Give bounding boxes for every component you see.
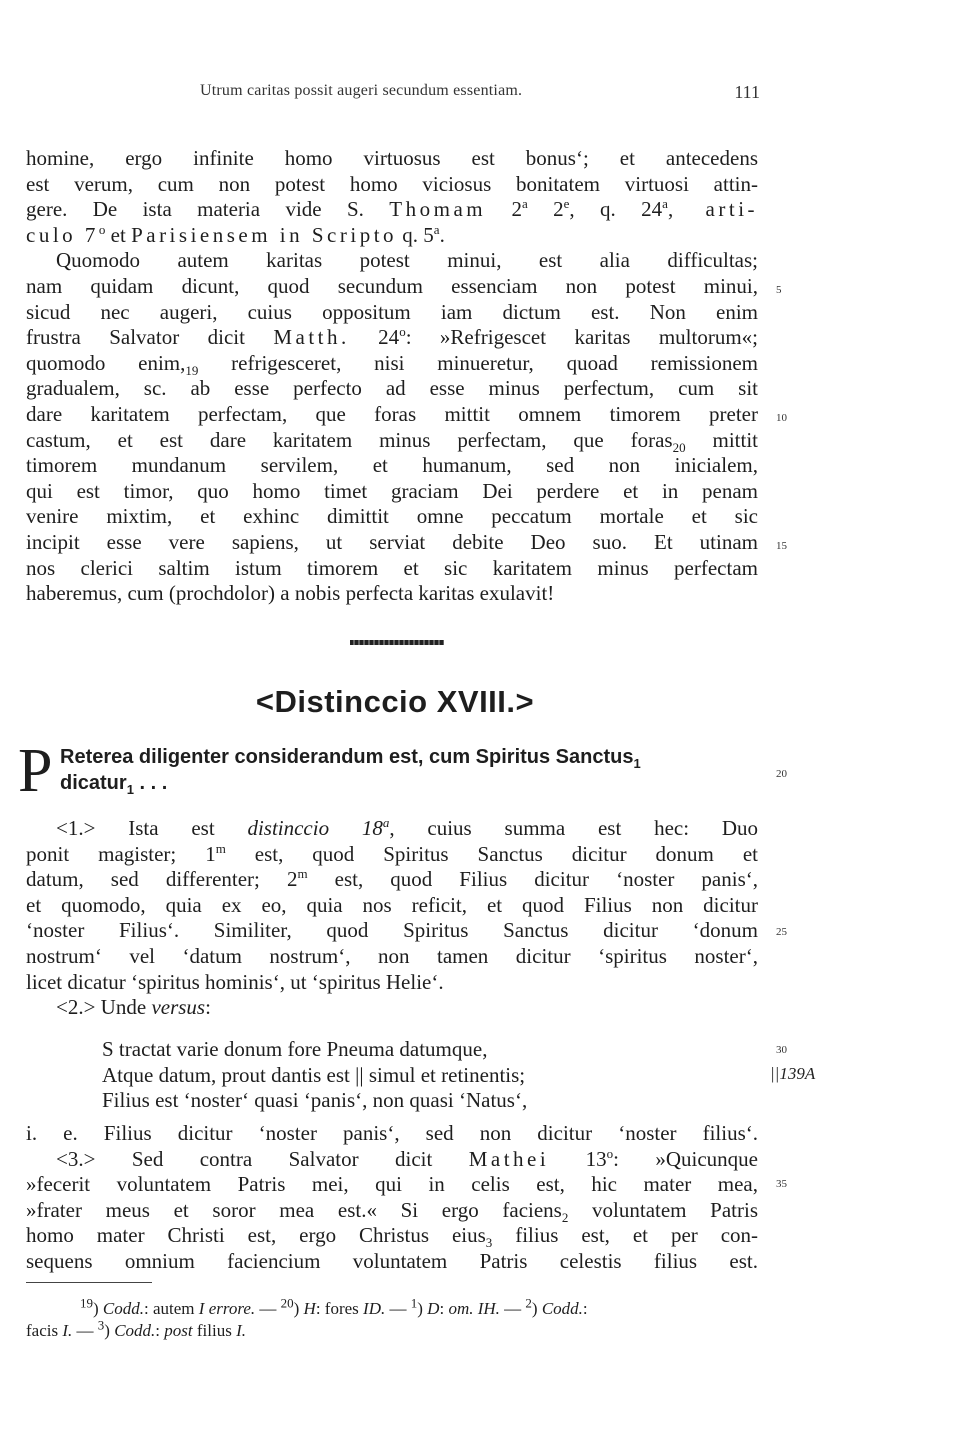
text-line: nam quidam dicunt, quod secundum essenciam non potest minui, bbox=[26, 273, 758, 298]
text-line: incipit esse vere sapiens, ut serviat debite Deo suo. Et utinam bbox=[26, 529, 758, 554]
footnotes bbox=[26, 1295, 758, 1342]
upper-text-block bbox=[26, 146, 758, 607]
text-line: nos clerici saltim istum timorem et sic karitatem minus perfectam bbox=[26, 555, 758, 580]
text-line: licet dicatur ‘spiritus hominis‘, ut ‘spiritus Helie‘. bbox=[26, 969, 444, 994]
spaced-source: Parisiensem in Scripto bbox=[131, 222, 398, 247]
text-line: »fecerit voluntatem Patris mei, qui in celis est, hic mater mea, bbox=[26, 1172, 758, 1197]
text-line: castum, et est dare karitatem minus perfectam, que foras$_{20}$ mittit bbox=[26, 427, 758, 455]
text-line: ‘noster Filius‘. Similiter, quod Spiritus Sanctus dicitur ‘donum bbox=[26, 918, 758, 943]
text-line: venire mixtim, et exhinc dimittit omne peccatum mortale et sic bbox=[26, 504, 758, 529]
line-number: 10 bbox=[776, 412, 787, 424]
lemma-line: Reterea diligenter considerandum est, cum Spiritus Sanctus$_1$ bbox=[60, 746, 641, 771]
distinction-title: <Distinccio XVIII.> bbox=[255, 684, 535, 719]
text-line: homine, ergo infinite homo virtuosus est bonus‘; et antecedens bbox=[26, 146, 758, 170]
text-line: et quomodo, quia ex eo, quia nos reficit, et quod Filius non dicitur bbox=[26, 892, 758, 917]
line-number: 20 bbox=[776, 768, 787, 780]
text-line: qui est timor, quo homo timet graciam Dei perdere et in penam bbox=[26, 478, 758, 503]
text-line: sicud nec augeri, cuius oppositum iam dictum est. Non enim bbox=[26, 299, 758, 324]
text-line: <2.> Unde versus: bbox=[56, 995, 211, 1020]
line-number: 5 bbox=[776, 284, 782, 296]
footnote-ref: 19 bbox=[185, 362, 199, 378]
footnote-ref: 2 bbox=[561, 1209, 569, 1225]
text-line: homo mater Christi est, ergo Christus eius$_3$ filius est, et per con- bbox=[26, 1223, 759, 1251]
verse-line: Atque datum, prout dantis est || simul et retinentis; bbox=[102, 1062, 526, 1087]
text-line: culo 7$^o$ et Parisiensem in Scripto q. 5$^a$. bbox=[26, 221, 445, 247]
line-number: 15 bbox=[776, 540, 787, 552]
text-line: i. e. Filius dicitur ‘noster panis‘, sed non dicitur ‘noster filius‘. bbox=[26, 1121, 758, 1145]
text-line: Quomodo autem karitas potest minui, est alia difficultas; bbox=[56, 248, 758, 273]
footnote-line: $^{19}$) Codd.: autem I errore. — $^{20}$) H: fores ID. — $^1$) D: om. IH. — $^2$) Codd.: bbox=[80, 1295, 588, 1318]
text-line: sequens omnium faciencium voluntatem Patris celestis filius est. bbox=[26, 1248, 758, 1273]
footnote-line: facis I. — $^3$) Codd.: post filius I. bbox=[26, 1317, 246, 1340]
verse-line: S tractat varie donum fore Pneuma datumque, bbox=[102, 1037, 488, 1061]
text-line: »frater meus et soror mea est.« Si ergo faciens$_2$ voluntatem Patris bbox=[26, 1197, 758, 1225]
text-line: nostrum‘ vel ‘datum nostrum‘, non tamen dicitur ‘spiritus noster‘, bbox=[26, 943, 758, 968]
spaced-citation: Matth. bbox=[273, 325, 350, 350]
text-line: est verum, cum non potest homo viciosus bonitatem virtuosi attin- bbox=[26, 171, 758, 196]
footnote-rule bbox=[26, 1282, 152, 1283]
text-line: ponit magister; 1$^m$ est, quod Spiritus Sanctus dicitur donum et bbox=[26, 840, 758, 866]
drop-cap: P bbox=[18, 737, 53, 805]
text-line: quomodo $enim,_{19}$ refrigesceret, nisi minueretur, quoad remissionem bbox=[26, 350, 758, 378]
page-header bbox=[200, 82, 760, 106]
spaced-citation: Mathei bbox=[468, 1146, 550, 1171]
section-ornament bbox=[350, 640, 444, 645]
folio-reference: ||139A bbox=[770, 1064, 816, 1083]
lemma-line: dicatur$_1$ . . . bbox=[60, 772, 168, 797]
line-number: 25 bbox=[776, 926, 787, 938]
footnote-ref: 3 bbox=[485, 1235, 493, 1251]
text-line: gradualem, sc. ab esse perfecto ad esse minus perfectum, cum sit bbox=[26, 376, 758, 401]
text-line: <1.> Ista est distinccio 18$^a$, cuius summa est hec: Duo bbox=[56, 815, 758, 840]
footnote-ref: 20 bbox=[672, 439, 686, 455]
text-line: <3.> Sed contra Salvator dicit Mathei 13$^o$: »Quicunque bbox=[56, 1145, 759, 1171]
text-line: dare karitatem perfectam, que foras mittit omnem timorem preter bbox=[26, 401, 758, 426]
folio-marker: || bbox=[355, 1062, 364, 1087]
verse-line: Filius est ‘noster‘ quasi ‘panis‘, non quasi ‘Natus‘, bbox=[102, 1088, 528, 1113]
text-line: haberemus, cum (prochdolor) a nobis perfecta karitas exulavit! bbox=[26, 581, 555, 606]
text-line: gere. De ista materia vide S. Thomam 2$^a$ 2e, q. 24$^a$, arti- bbox=[26, 196, 759, 222]
verse-block bbox=[102, 1037, 662, 1114]
lower-text-block bbox=[26, 816, 758, 1021]
text-line: datum, sed differenter; 2$^m$ est, quod Filius dicitur ‘noster panis‘, bbox=[26, 866, 759, 892]
line-number: 30 bbox=[776, 1044, 787, 1056]
spaced-author: Thomam bbox=[389, 197, 487, 222]
line-number: 35 bbox=[776, 1178, 787, 1190]
text-line: timorem mundanum servilem, et humanum, sed non inicialem, bbox=[26, 453, 758, 478]
running-head: Utrum caritas possit augeri secundum essentiam. bbox=[200, 82, 523, 99]
page-number: 111 bbox=[734, 82, 760, 102]
closing-text-block bbox=[26, 1121, 758, 1275]
text-line: frustra Salvator dicit Matth. 24$^o$: »Refrigescet karitas multorum«; bbox=[26, 324, 759, 350]
lemma-block bbox=[18, 737, 758, 805]
